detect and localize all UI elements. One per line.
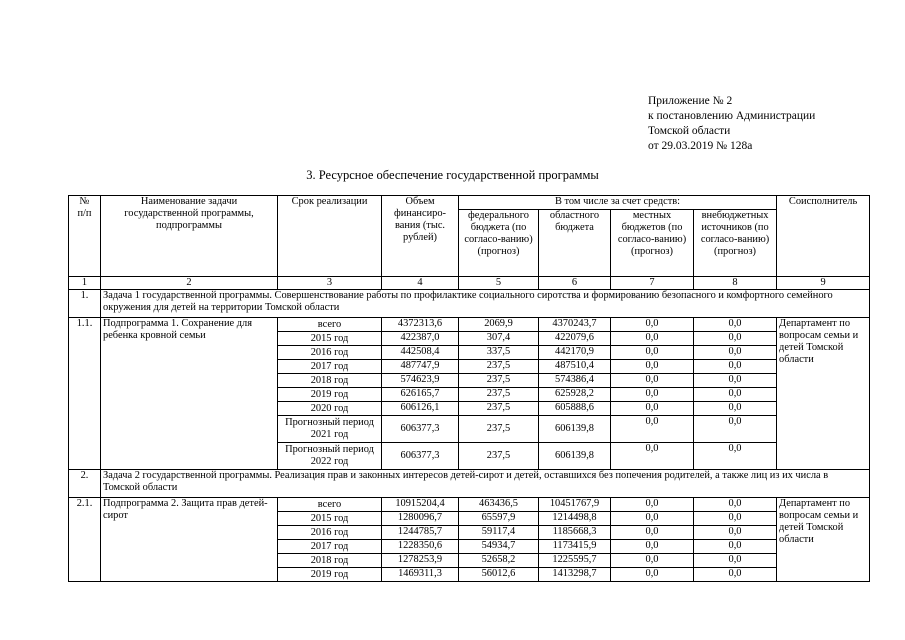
table-row xyxy=(69,318,870,332)
coexecutor-cell: Департамент по вопросам семьи и детей Томской области xyxy=(777,498,870,582)
appendix-note xyxy=(648,94,815,154)
federal-cell: 337,5 xyxy=(459,346,539,360)
extra-cell: 0,0 xyxy=(694,512,777,526)
local-cell: 0,0 xyxy=(611,318,694,332)
regional-cell: 606139,8 xyxy=(539,416,611,443)
regional-cell: 625928,2 xyxy=(539,388,611,402)
task-num: 2. xyxy=(69,470,101,498)
task-text: Задача 2 государственной программы. Реализация прав и законных интересов детей-сирот и детей, оставшихся без попечения родителей, а также лиц из их числа в Томской области xyxy=(101,470,870,498)
volume-cell: 606377,3 xyxy=(382,443,459,470)
period-cell: всего xyxy=(278,318,382,332)
federal-cell: 237,5 xyxy=(459,416,539,443)
extra-cell: 0,0 xyxy=(694,332,777,346)
period-cell: 2019 год xyxy=(278,568,382,582)
task-row xyxy=(69,290,870,318)
subprogram-num: 1.1. xyxy=(69,318,101,470)
task-row xyxy=(69,470,870,498)
federal-cell: 59117,4 xyxy=(459,526,539,540)
coexecutor-cell: Департамент по вопросам семьи и детей Томской области xyxy=(777,318,870,470)
extra-cell: 0,0 xyxy=(694,526,777,540)
federal-cell: 237,5 xyxy=(459,360,539,374)
federal-cell: 237,5 xyxy=(459,443,539,470)
period-cell: 2016 год xyxy=(278,526,382,540)
federal-cell: 463436,5 xyxy=(459,498,539,512)
task-num: 1. xyxy=(69,290,101,318)
subprogram-num: 2.1. xyxy=(69,498,101,582)
local-cell: 0,0 xyxy=(611,374,694,388)
regional-cell: 606139,8 xyxy=(539,443,611,470)
col-number: 4 xyxy=(382,277,459,290)
local-cell: 0,0 xyxy=(611,526,694,540)
volume-cell: 1280096,7 xyxy=(382,512,459,526)
local-cell: 0,0 xyxy=(611,554,694,568)
extra-cell: 0,0 xyxy=(694,374,777,388)
federal-cell: 237,5 xyxy=(459,374,539,388)
col-number: 6 xyxy=(539,277,611,290)
appendix-line: к постановлению Администрации xyxy=(648,110,816,122)
period-cell: 2019 год xyxy=(278,388,382,402)
period-cell: 2015 год xyxy=(278,512,382,526)
extra-cell: 0,0 xyxy=(694,346,777,360)
volume-cell: 606377,3 xyxy=(382,416,459,443)
period-cell: 2016 год xyxy=(278,346,382,360)
local-cell: 0,0 xyxy=(611,568,694,582)
volume-cell: 10915204,4 xyxy=(382,498,459,512)
header-including: В том числе за счет средств: xyxy=(459,196,777,210)
local-cell: 0,0 xyxy=(611,540,694,554)
federal-cell: 307,4 xyxy=(459,332,539,346)
regional-cell: 605888,6 xyxy=(539,402,611,416)
federal-cell: 56012,6 xyxy=(459,568,539,582)
federal-cell: 52658,2 xyxy=(459,554,539,568)
regional-cell: 574386,4 xyxy=(539,374,611,388)
subprogram-name: Подпрограмма 1. Сохранение для ребенка кровной семьи xyxy=(101,318,278,470)
regional-cell: 1185668,3 xyxy=(539,526,611,540)
header-coexecutor: Соисполнитель xyxy=(777,196,870,277)
federal-cell: 2069,9 xyxy=(459,318,539,332)
period-cell: 2020 год xyxy=(278,402,382,416)
regional-cell: 487510,4 xyxy=(539,360,611,374)
col-number: 2 xyxy=(101,277,278,290)
header-extra: внебюджетных источников (по согласо-ванию) (прогноз) xyxy=(694,210,777,277)
extra-cell: 0,0 xyxy=(694,568,777,582)
regional-cell: 442170,9 xyxy=(539,346,611,360)
period-cell: всего xyxy=(278,498,382,512)
regional-cell: 4370243,7 xyxy=(539,318,611,332)
header-regional: областного бюджета xyxy=(539,210,611,277)
volume-cell: 4372313,6 xyxy=(382,318,459,332)
volume-cell: 1228350,6 xyxy=(382,540,459,554)
volume-cell: 1278253,9 xyxy=(382,554,459,568)
regional-cell: 1413298,7 xyxy=(539,568,611,582)
period-cell: 2017 год xyxy=(278,360,382,374)
extra-cell: 0,0 xyxy=(694,540,777,554)
col-number: 1 xyxy=(69,277,101,290)
volume-cell: 1469311,3 xyxy=(382,568,459,582)
volume-cell: 626165,7 xyxy=(382,388,459,402)
period-cell: 2018 год xyxy=(278,554,382,568)
volume-cell: 422387,0 xyxy=(382,332,459,346)
header-federal: федерального бюджета (по согласо-ванию) (прогноз) xyxy=(459,210,539,277)
table-row xyxy=(69,498,870,512)
header-period: Срок реализации xyxy=(278,196,382,277)
period-cell: 2017 год xyxy=(278,540,382,554)
local-cell: 0,0 xyxy=(611,388,694,402)
header-volume: Объем финансиро-вания (тыс. рублей) xyxy=(382,196,459,277)
local-cell: 0,0 xyxy=(611,332,694,346)
federal-cell: 237,5 xyxy=(459,402,539,416)
period-cell: Прогнозный период 2022 год xyxy=(278,443,382,470)
regional-cell: 1214498,8 xyxy=(539,512,611,526)
local-cell: 0,0 xyxy=(611,416,694,443)
extra-cell: 0,0 xyxy=(694,402,777,416)
regional-cell: 1173415,9 xyxy=(539,540,611,554)
col-number: 5 xyxy=(459,277,539,290)
extra-cell: 0,0 xyxy=(694,388,777,402)
period-cell: Прогнозный период 2021 год xyxy=(278,416,382,443)
task-text: Задача 1 государственной программы. Совершенствование работы по профилактике социального сиротства и формированию безопасного и комфортного семейного окружения для детей на территории Томской области xyxy=(101,290,870,318)
appendix-line: Томской области xyxy=(648,125,731,137)
local-cell: 0,0 xyxy=(611,360,694,374)
federal-cell: 237,5 xyxy=(459,388,539,402)
header-name: Наименование задачи государственной программы, подпрограммы xyxy=(101,196,278,277)
col-number: 8 xyxy=(694,277,777,290)
extra-cell: 0,0 xyxy=(694,443,777,470)
volume-cell: 1244785,7 xyxy=(382,526,459,540)
federal-cell: 65597,9 xyxy=(459,512,539,526)
volume-cell: 487747,9 xyxy=(382,360,459,374)
volume-cell: 574623,9 xyxy=(382,374,459,388)
extra-cell: 0,0 xyxy=(694,554,777,568)
regional-cell: 1225595,7 xyxy=(539,554,611,568)
col-number: 7 xyxy=(611,277,694,290)
appendix-line: от 29.03.2019 № 128а xyxy=(648,140,753,152)
resource-table xyxy=(68,195,870,582)
extra-cell: 0,0 xyxy=(694,318,777,332)
period-cell: 2015 год xyxy=(278,332,382,346)
local-cell: 0,0 xyxy=(611,443,694,470)
extra-cell: 0,0 xyxy=(694,360,777,374)
extra-cell: 0,0 xyxy=(694,416,777,443)
volume-cell: 606126,1 xyxy=(382,402,459,416)
federal-cell: 54934,7 xyxy=(459,540,539,554)
regional-cell: 10451767,9 xyxy=(539,498,611,512)
regional-cell: 422079,6 xyxy=(539,332,611,346)
header-num: № п/п xyxy=(69,196,101,277)
local-cell: 0,0 xyxy=(611,402,694,416)
appendix-line: Приложение № 2 xyxy=(648,95,733,107)
local-cell: 0,0 xyxy=(611,512,694,526)
header-local: местных бюджетов (по согласо-ванию) (прогноз) xyxy=(611,210,694,277)
subprogram-name: Подпрограмма 2. Защита прав детей-сирот xyxy=(101,498,278,582)
extra-cell: 0,0 xyxy=(694,498,777,512)
local-cell: 0,0 xyxy=(611,498,694,512)
col-number: 9 xyxy=(777,277,870,290)
period-cell: 2018 год xyxy=(278,374,382,388)
page-title: 3. Ресурсное обеспечение государственной программы xyxy=(306,168,599,182)
local-cell: 0,0 xyxy=(611,346,694,360)
volume-cell: 442508,4 xyxy=(382,346,459,360)
col-number: 3 xyxy=(278,277,382,290)
